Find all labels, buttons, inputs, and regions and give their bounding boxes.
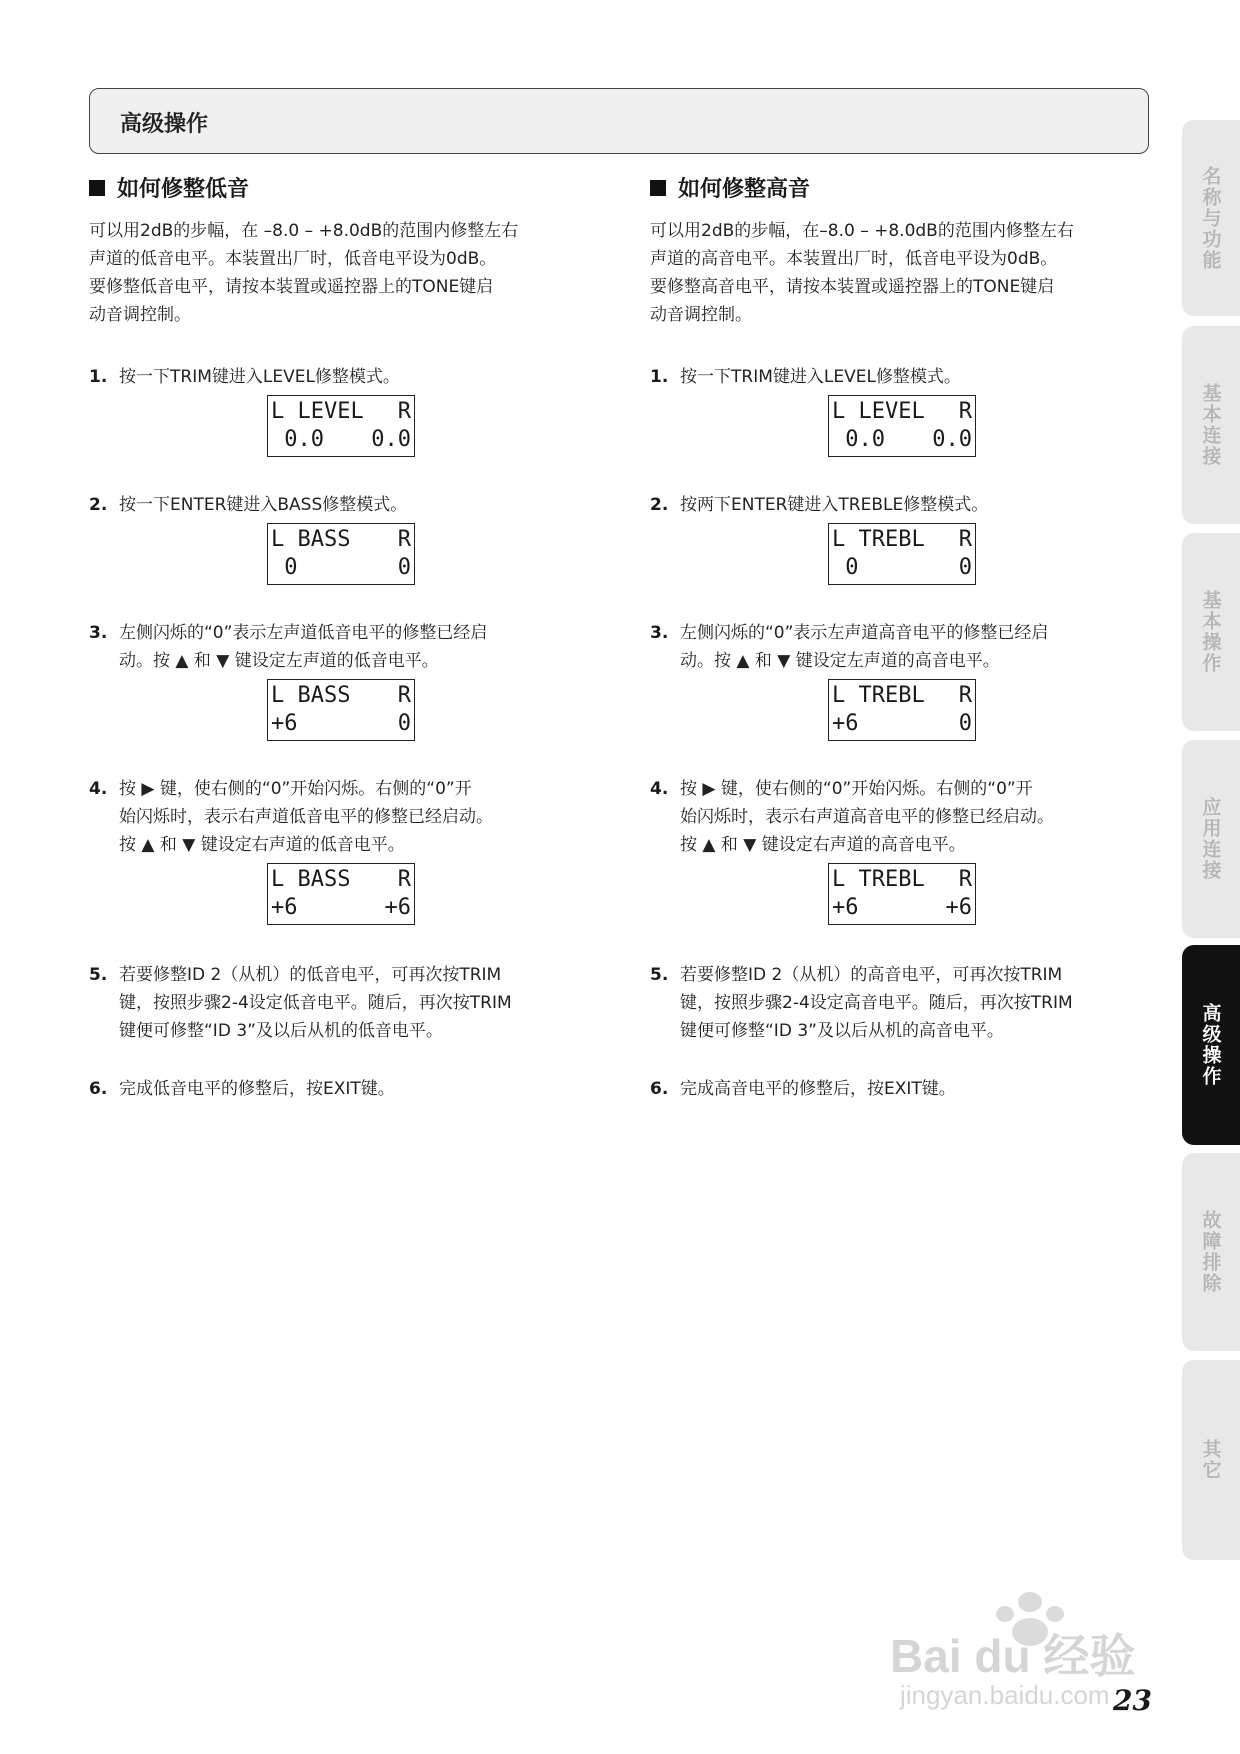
lcd-text: R xyxy=(958,867,972,892)
bass-column xyxy=(89,172,589,1103)
step-text: 始闪烁时，表示右声道低音电平的修整已经启动。 xyxy=(119,807,493,827)
step-text: 按 ▲ 和 ▼ 键设定右声道的低音电平。 xyxy=(119,835,405,855)
lcd-text: R xyxy=(397,867,411,892)
lcd-text: R xyxy=(397,399,411,424)
step-text: 键，按照步骤2-4设定高音电平。随后，再次按TRIM xyxy=(680,993,1073,1013)
lcd-text: L BASS xyxy=(271,527,351,552)
tab-label: 基本操作 xyxy=(1199,590,1222,674)
lcd-text: 0 xyxy=(397,711,411,736)
step-text: 若要修整ID 2（从机）的低音电平，可再次按TRIM xyxy=(119,965,502,985)
step-number: 1. xyxy=(89,367,108,387)
intro-line: 要修整高音电平，请按本装置或遥控器上的TONE键启 xyxy=(650,277,1055,297)
step-number: 4. xyxy=(650,779,669,799)
lcd-display xyxy=(267,523,415,585)
lcd-text: +6 xyxy=(384,895,411,920)
treble-intro xyxy=(650,217,1150,329)
step-5 xyxy=(650,961,1150,1045)
tab-label: 其它 xyxy=(1199,1439,1222,1481)
step-text: 动。按 ▲ 和 ▼ 键设定左声道的低音电平。 xyxy=(119,651,439,671)
lcd-text: L LEVEL xyxy=(832,399,925,424)
tab-basic-connection[interactable] xyxy=(1182,326,1240,524)
bass-heading-text: 如何修整低音 xyxy=(117,177,250,202)
tab-label: 高级操作 xyxy=(1199,1003,1222,1087)
step-text: 键便可修整“ID 3”及以后从机的高音电平。 xyxy=(680,1021,1004,1041)
lcd-display xyxy=(267,863,415,925)
lcd-display xyxy=(828,863,976,925)
intro-line: 声道的低音电平。本装置出厂时，低音电平设为0dB。 xyxy=(89,249,497,269)
intro-line: 动音调控制。 xyxy=(89,305,191,325)
step-number: 6. xyxy=(89,1079,108,1099)
step-5 xyxy=(89,961,589,1045)
tab-label: 应用连接 xyxy=(1199,797,1222,881)
lcd-text: +6 xyxy=(832,711,859,736)
step-text: 左侧闪烁的“0”表示左声道高音电平的修整已经启 xyxy=(680,623,1049,643)
lcd-text: +6 xyxy=(945,895,972,920)
lcd-text: 0 xyxy=(958,555,972,580)
svg-text:Bai du 经验: Bai du 经验 xyxy=(890,1630,1136,1682)
lcd-display xyxy=(267,679,415,741)
lcd-text: R xyxy=(397,527,411,552)
step-4 xyxy=(89,775,589,925)
intro-line: 可以用2dB的步幅，在–8.0 – +8.0dB的范围内修整左右 xyxy=(650,221,1074,241)
treble-heading-text: 如何修整高音 xyxy=(678,177,811,202)
lcd-display xyxy=(828,523,976,585)
step-number: 2. xyxy=(650,495,669,515)
intro-line: 要修整低音电平，请按本装置或遥控器上的TONE键启 xyxy=(89,277,494,297)
step-text: 键便可修整“ID 3”及以后从机的低音电平。 xyxy=(119,1021,443,1041)
lcd-display xyxy=(828,395,976,457)
step-text: 动。按 ▲ 和 ▼ 键设定左声道的高音电平。 xyxy=(680,651,1000,671)
section-header xyxy=(89,88,1149,154)
step-number: 3. xyxy=(89,623,108,643)
lcd-text: R xyxy=(958,527,972,552)
step-number: 1. xyxy=(650,367,669,387)
page-number: 23 xyxy=(1113,1684,1152,1717)
square-bullet-icon xyxy=(650,180,666,196)
step-number: 5. xyxy=(650,965,669,985)
step-text: 键，按照步骤2-4设定低音电平。随后，再次按TRIM xyxy=(119,993,512,1013)
step-1 xyxy=(89,363,589,457)
step-text: 完成高音电平的修整后，按EXIT键。 xyxy=(680,1079,956,1099)
step-text: 按一下ENTER键进入BASS修整模式。 xyxy=(119,495,408,515)
bass-heading xyxy=(89,172,589,203)
lcd-text: +6 xyxy=(271,895,298,920)
lcd-text: 0.0 xyxy=(271,427,324,452)
step-number: 3. xyxy=(650,623,669,643)
tab-application-connection[interactable] xyxy=(1182,740,1240,938)
step-text: 按一下TRIM键进入LEVEL修整模式。 xyxy=(119,367,400,387)
lcd-text: R xyxy=(397,683,411,708)
step-text: 始闪烁时，表示右声道高音电平的修整已经启动。 xyxy=(680,807,1054,827)
lcd-text: +6 xyxy=(832,895,859,920)
step-text: 按 ▶ 键，使右侧的“0”开始闪烁。右侧的“0”开 xyxy=(680,779,1033,799)
lcd-text: 0.0 xyxy=(371,427,411,452)
step-number: 2. xyxy=(89,495,108,515)
intro-line: 可以用2dB的步幅，在 –8.0 – +8.0dB的范围内修整左右 xyxy=(89,221,519,241)
step-number: 6. xyxy=(650,1079,669,1099)
tab-advanced-operation[interactable] xyxy=(1182,945,1240,1145)
treble-column xyxy=(650,172,1150,1103)
lcd-text: L BASS xyxy=(271,683,351,708)
tab-names-functions[interactable] xyxy=(1182,120,1240,316)
lcd-text: L BASS xyxy=(271,867,351,892)
lcd-text: R xyxy=(958,399,972,424)
step-text: 若要修整ID 2（从机）的高音电平，可再次按TRIM xyxy=(680,965,1063,985)
lcd-text: L TREBL xyxy=(832,527,925,552)
tab-basic-operation[interactable] xyxy=(1182,533,1240,731)
step-3 xyxy=(89,619,589,741)
step-number: 4. xyxy=(89,779,108,799)
intro-line: 动音调控制。 xyxy=(650,305,752,325)
lcd-display xyxy=(267,395,415,457)
step-1 xyxy=(650,363,1150,457)
step-text: 按一下TRIM键进入LEVEL修整模式。 xyxy=(680,367,961,387)
tab-label: 故障排除 xyxy=(1199,1210,1222,1294)
step-3 xyxy=(650,619,1150,741)
step-2 xyxy=(89,491,589,585)
step-text: 按两下ENTER键进入TREBLE修整模式。 xyxy=(680,495,989,515)
section-header-title: 高级操作 xyxy=(120,112,209,137)
lcd-text: 0 xyxy=(271,555,298,580)
tab-troubleshooting[interactable] xyxy=(1182,1153,1240,1351)
lcd-text: 0 xyxy=(832,555,859,580)
lcd-text: 0.0 xyxy=(932,427,972,452)
step-number: 5. xyxy=(89,965,108,985)
step-text: 左侧闪烁的“0”表示左声道低音电平的修整已经启 xyxy=(119,623,488,643)
step-4 xyxy=(650,775,1150,925)
lcd-text: L TREBL xyxy=(832,867,925,892)
step-6 xyxy=(650,1075,1150,1103)
tab-label: 名称与功能 xyxy=(1199,165,1222,271)
bass-intro xyxy=(89,217,589,329)
svg-text:jingyan.baidu.com: jingyan.baidu.com xyxy=(900,1680,1110,1710)
treble-heading xyxy=(650,172,1150,203)
lcd-text: L LEVEL xyxy=(271,399,364,424)
square-bullet-icon xyxy=(89,180,105,196)
lcd-text: R xyxy=(958,683,972,708)
bass-steps xyxy=(89,363,589,1103)
lcd-text: 0 xyxy=(397,555,411,580)
lcd-text: 0.0 xyxy=(832,427,885,452)
step-text: 按 ▲ 和 ▼ 键设定右声道的高音电平。 xyxy=(680,835,966,855)
step-text: 按 ▶ 键，使右侧的“0”开始闪烁。右侧的“0”开 xyxy=(119,779,472,799)
intro-line: 声道的高音电平。本装置出厂时，低音电平设为0dB。 xyxy=(650,249,1058,269)
lcd-display xyxy=(828,679,976,741)
treble-steps xyxy=(650,363,1150,1103)
step-2 xyxy=(650,491,1150,585)
step-text: 完成低音电平的修整后，按EXIT键。 xyxy=(119,1079,395,1099)
tab-label: 基本连接 xyxy=(1199,383,1222,467)
step-6 xyxy=(89,1075,589,1103)
lcd-text: +6 xyxy=(271,711,298,736)
tab-other[interactable] xyxy=(1182,1360,1240,1560)
lcd-text: L TREBL xyxy=(832,683,925,708)
lcd-text: 0 xyxy=(958,711,972,736)
